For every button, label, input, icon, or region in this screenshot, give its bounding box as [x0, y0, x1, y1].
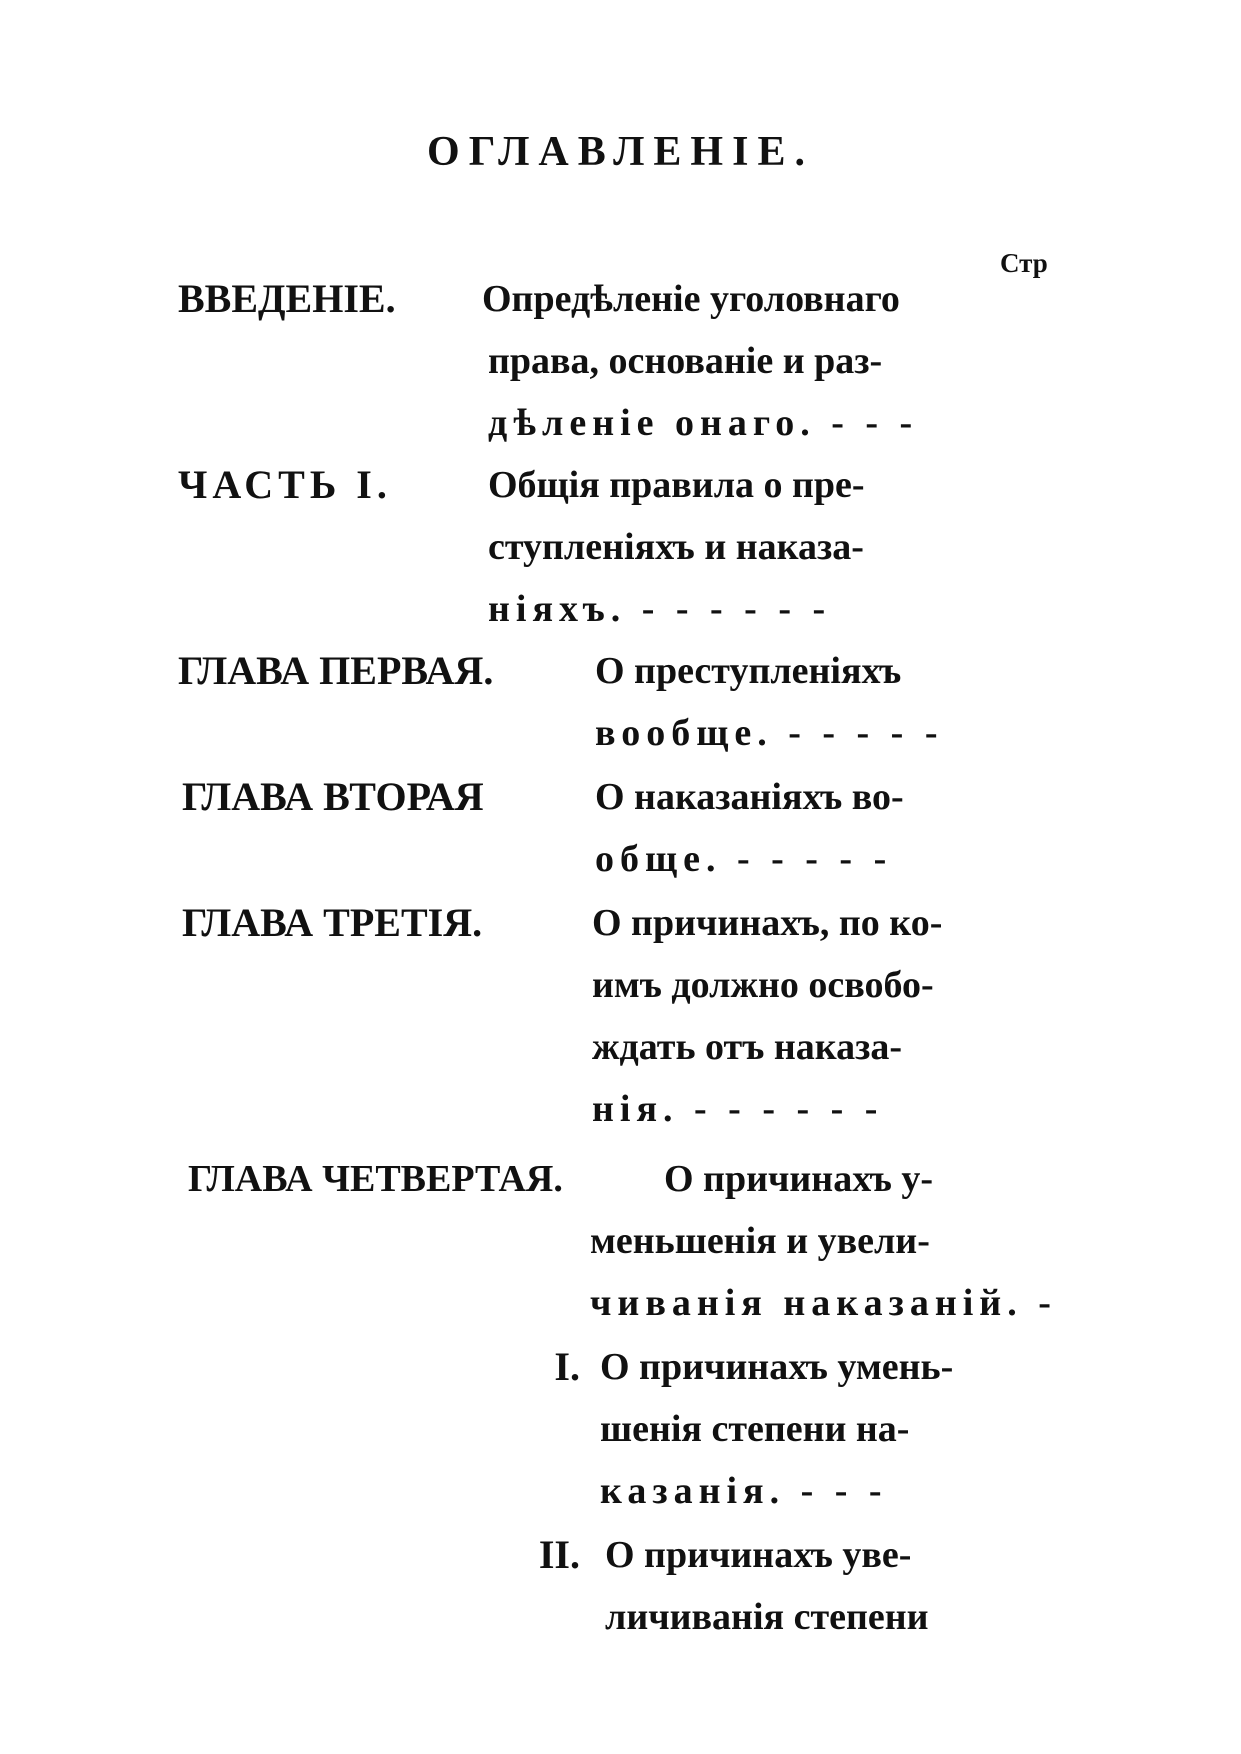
- toc-entry-line: обще. - - - - -: [595, 838, 893, 880]
- toc-entry-label-chapter-2: ГЛАВА ВТОРАЯ: [182, 774, 484, 819]
- toc-entry-line: О причинахъ у-: [664, 1158, 934, 1200]
- toc-entry-line: О преступленіяхъ: [595, 650, 902, 692]
- toc-entry-label-chapter-3: ГЛАВА ТРЕТІЯ.: [182, 900, 483, 945]
- toc-subentry-line: казанія. - - -: [600, 1470, 888, 1512]
- toc-entry-line: ступленіяхъ и наказа-: [488, 526, 864, 568]
- toc-subentry-line: О причинахъ уве-: [605, 1534, 912, 1576]
- page-title: ОГЛАВЛЕНІЕ.: [427, 129, 814, 175]
- toc-entry-label-introduction: ВВЕДЕНІЕ.: [178, 276, 396, 321]
- toc-subentry-line: личиванія степени: [605, 1596, 929, 1638]
- toc-entry-line: нія. - - - - - -: [592, 1088, 884, 1130]
- toc-entry-label-chapter-1: ГЛАВА ПЕРВАЯ.: [178, 648, 494, 693]
- toc-entry-line: вообще. - - - - -: [595, 712, 944, 754]
- toc-entry-label-part-1: ЧАСТЬ І.: [178, 462, 392, 507]
- toc-subentry-numeral: І.: [554, 1344, 580, 1389]
- toc-entry-line: О наказаніяхъ во-: [595, 776, 904, 818]
- toc-subentry-line: шенія степени на-: [600, 1408, 910, 1450]
- toc-entry-line: Общія правила о пре-: [488, 464, 865, 506]
- toc-entry-line: права, основаніе и раз-: [488, 340, 883, 382]
- toc-subentry-numeral: ІІ.: [538, 1532, 580, 1577]
- toc-entry-line: имъ должно освобо-: [592, 964, 934, 1006]
- toc-entry-line: чиванія наказаній. -: [590, 1282, 1057, 1324]
- toc-entry-label-chapter-4: ГЛАВА ЧЕТВЕРТАЯ.: [188, 1158, 563, 1200]
- toc-entry-line: дѣленіе онаго. - - -: [488, 402, 919, 444]
- toc-subentry-line: О причинахъ умень-: [600, 1346, 954, 1388]
- toc-entry-line: О причинахъ, по ко-: [592, 902, 943, 944]
- toc-entry-line: меньшенія и увели-: [590, 1220, 930, 1262]
- toc-entry-line: ніяхъ. - - - - - -: [488, 588, 832, 630]
- page-column-header: Стр: [1000, 248, 1048, 278]
- toc-entry-line: Опредѣленіе уголовнаго: [482, 278, 900, 320]
- toc-entry-line: ждать отъ наказа-: [592, 1026, 903, 1068]
